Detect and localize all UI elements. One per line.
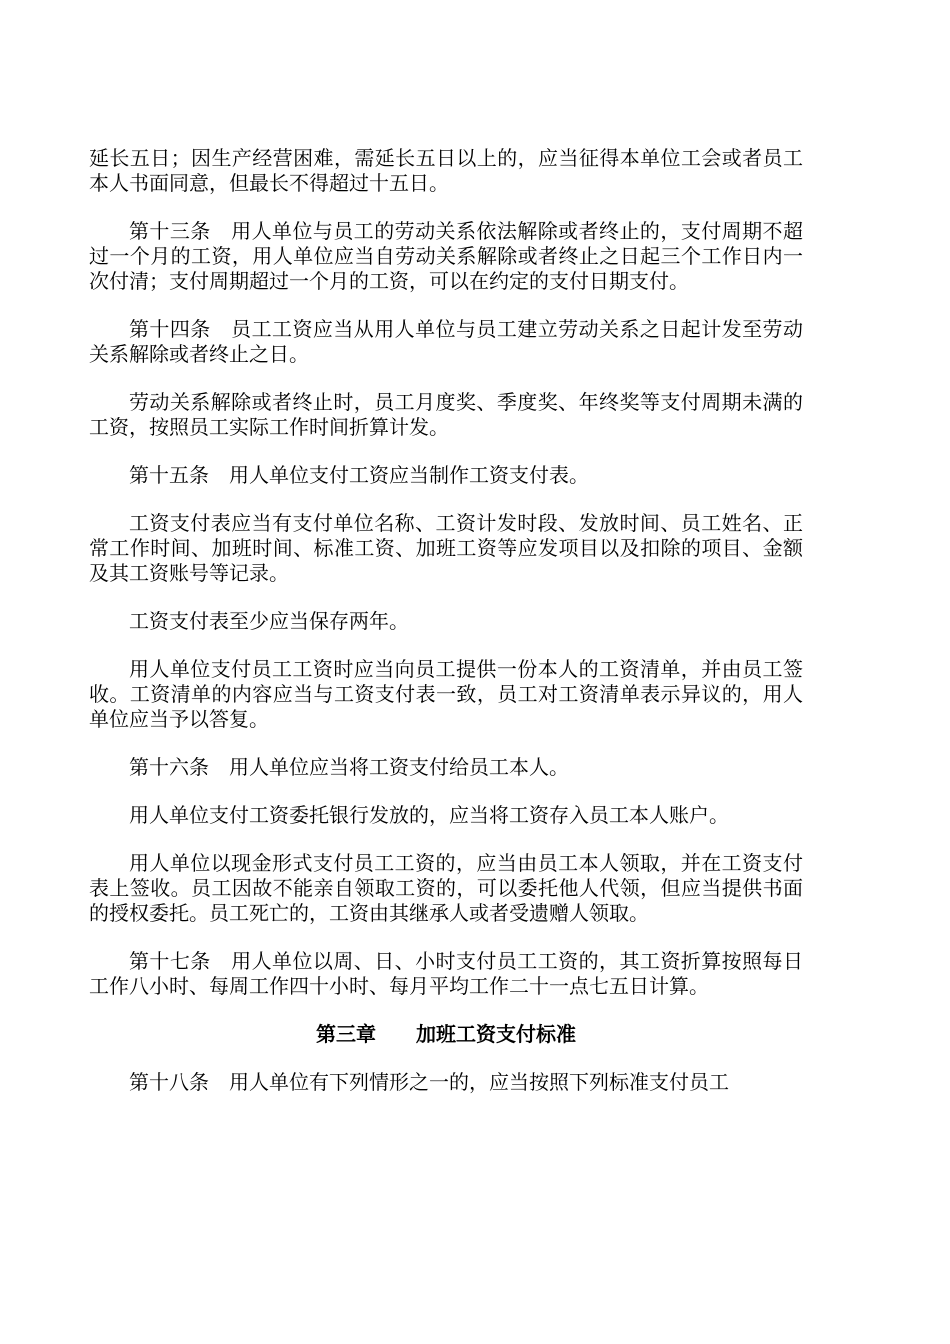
paragraph-article-15-retention: 工资支付表至少应当保存两年。	[129, 609, 409, 633]
chapter-title: 第三章 加班工资支付标准	[316, 1022, 576, 1046]
paragraph-continuation: 延长五日；因生产经营困难，需延长五日以上的，应当征得本单位工会或者员工本人书面同意，但最长不得超过十五日。	[89, 146, 803, 195]
paragraph-article-17: 第十七条 用人单位以周、日、小时支付员工工资的，其工资折算按照每日工作八小时、每周工作四十小时、每月平均工作二十一点七五日计算。	[89, 949, 803, 998]
paragraph-article-16-cash: 用人单位以现金形式支付员工工资的，应当由员工本人领取，并在工资支付表上签收。员工因故不能亲自领取工资的，可以委托他人代领，但应当提供书面的授权委托。员工死亡的，工资由其继承人或者受遗赠人领取。	[89, 851, 803, 925]
paragraph-article-16: 第十六条 用人单位应当将工资支付给员工本人。	[129, 755, 569, 779]
paragraph-article-13: 第十三条 用人单位与员工的劳动关系依法解除或者终止的，支付周期不超过一个月的工资，用人单位应当自劳动关系解除或者终止之日起三个工作日内一次付清；支付周期超过一个月的工资，可以在约定的支付日期支付。	[89, 219, 803, 293]
paragraph-article-15-pay-slip: 用人单位支付员工工资时应当向员工提供一份本人的工资清单，并由员工签收。工资清单的内容应当与工资支付表一致，员工对工资清单表示异议的，用人单位应当予以答复。	[89, 657, 803, 731]
document-body	[89, 146, 803, 1095]
paragraph-article-18: 第十八条 用人单位有下列情形之一的，应当按照下列标准支付员工	[129, 1070, 729, 1094]
paragraph-article-15: 第十五条 用人单位支付工资应当制作工资支付表。	[129, 463, 589, 487]
paragraph-article-15-table-contents: 工资支付表应当有支付单位名称、工资计发时段、发放时间、员工姓名、正常工作时间、加班时间、标准工资、加班工资等应发项目以及扣除的项目、金额及其工资账号等记录。	[89, 511, 803, 585]
paragraph-article-14: 第十四条 员工工资应当从用人单位与员工建立劳动关系之日起计发至劳动关系解除或者终止之日。	[89, 317, 803, 366]
paragraph-article-16-bank: 用人单位支付工资委托银行发放的，应当将工资存入员工本人账户。	[129, 803, 729, 827]
paragraph-article-14-detail: 劳动关系解除或者终止时，员工月度奖、季度奖、年终奖等支付周期未满的工资，按照员工实际工作时间折算计发。	[89, 390, 803, 439]
